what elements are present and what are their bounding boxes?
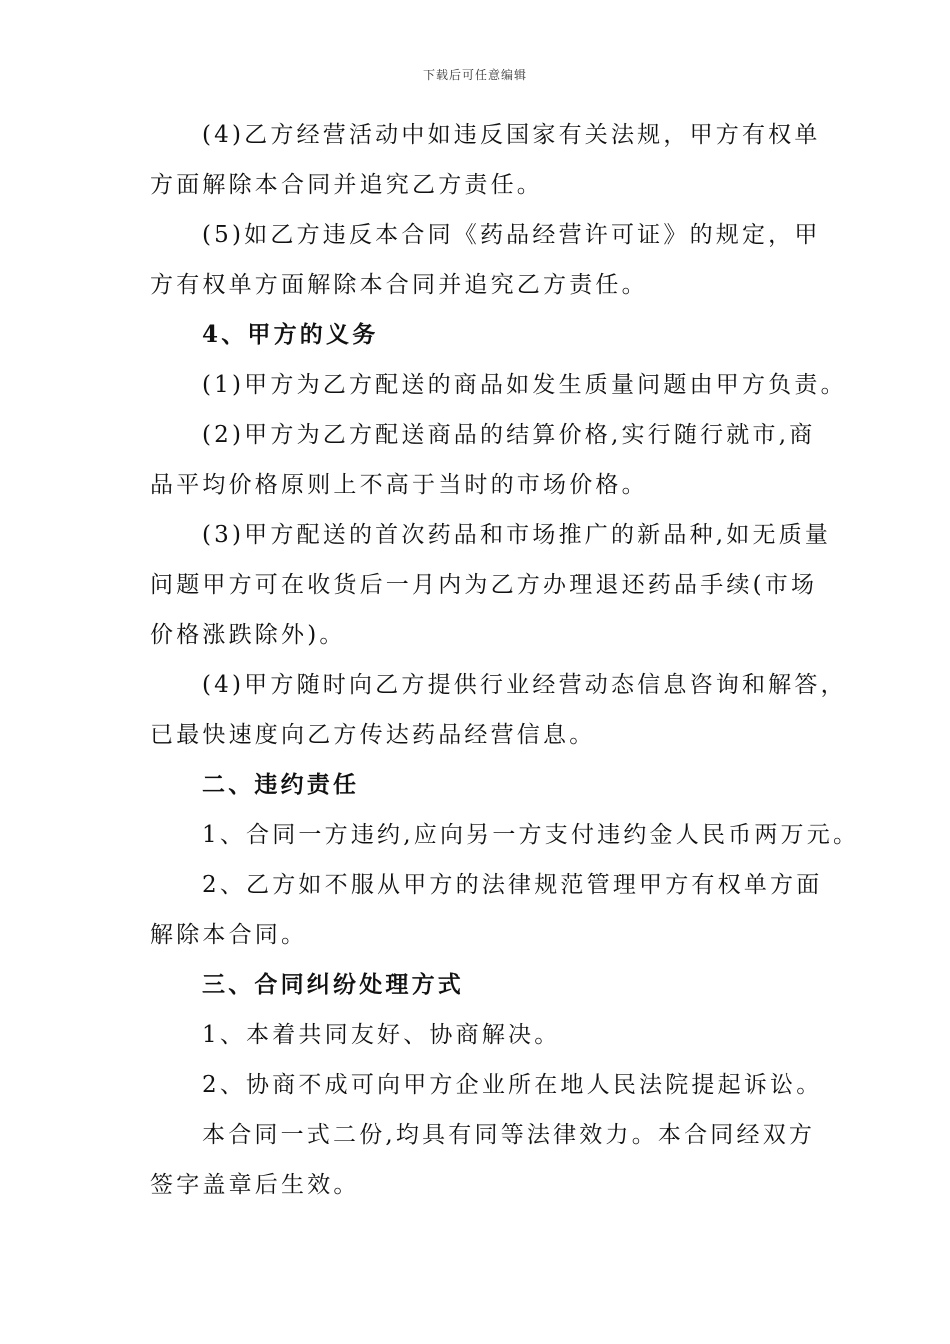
section-heading: 4、甲方的义务 (202, 321, 379, 348)
paragraph-line: 本合同一式二份,均具有同等法律效力。本合同经双方 (202, 1122, 816, 1148)
paragraph-line: 品平均价格原则上不高于当时的市场价格。 (150, 472, 648, 498)
paragraph-line: 已最快速度向乙方传达药品经营信息。 (150, 722, 596, 748)
paragraph-line: 问题甲方可在收货后一月内为乙方办理退还药品手续(市场 (150, 572, 818, 598)
paragraph-line: 方面解除本合同并追究乙方责任。 (150, 172, 543, 198)
paragraph-line: 签字盖章后生效。 (150, 1172, 360, 1198)
paragraph-line: (3)甲方配送的首次药品和市场推广的新品种,如无质量 (202, 522, 832, 548)
paragraph-line: 价格涨跌除外)。 (150, 622, 346, 648)
section-heading: 三、合同纠纷处理方式 (202, 971, 464, 998)
paragraph-line: (1)甲方为乙方配送的商品如发生质量问题由甲方负责。 (202, 372, 847, 398)
paragraph-line: 方有权单方面解除本合同并追究乙方责任。 (150, 272, 648, 298)
paragraph-line: (2)甲方为乙方配送商品的结算价格,实行随行就市,商 (202, 422, 816, 448)
page-header: 下载后可任意编辑 (422, 68, 527, 82)
paragraph-line: 2、协商不成可向甲方企业所在地人民法院提起诉讼。 (202, 1072, 823, 1098)
document-body (150, 110, 860, 1210)
paragraph-line: (4)乙方经营活动中如违反国家有关法规，甲方有权单 (202, 122, 821, 148)
section-heading: 二、违约责任 (202, 771, 360, 798)
paragraph-line: 1、本着共同友好、协商解决。 (202, 1022, 561, 1048)
paragraph-line: (5)如乙方违反本合同《药品经营许可证》的规定，甲 (202, 222, 821, 248)
paragraph-line: 1、合同一方违约,应向另一方支付违约金人民币两万元。 (202, 822, 860, 848)
paragraph-line: 解除本合同。 (150, 922, 308, 948)
paragraph-line: 2、乙方如不服从甲方的法律规范管理甲方有权单方面 (202, 872, 823, 898)
paragraph-line: (4)甲方随时向乙方提供行业经营动态信息咨询和解答， (202, 672, 847, 698)
